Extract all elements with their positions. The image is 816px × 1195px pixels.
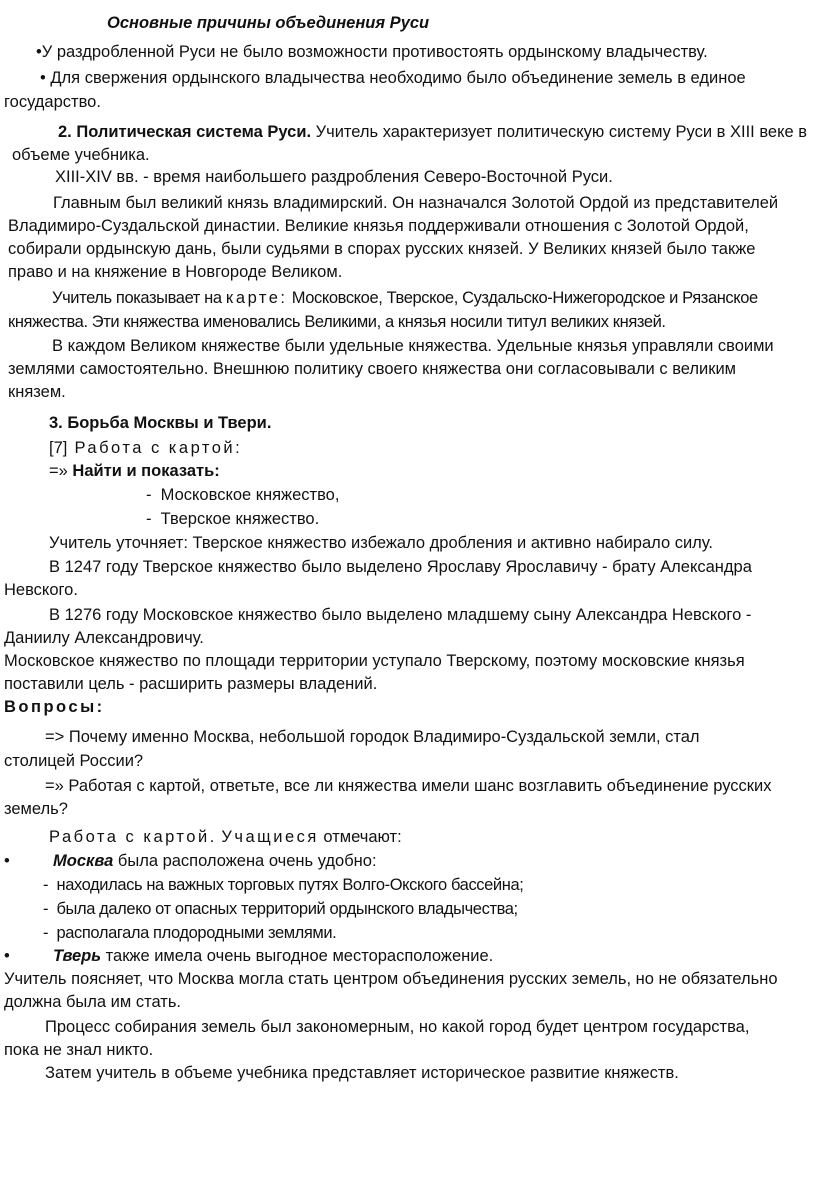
map-show-line-2: княжества. Эти княжества именовались Великими, а князья носили титул великих князей. <box>8 313 666 331</box>
p1276-line-2: Даниилу Александровичу. <box>4 629 204 647</box>
questions-heading: Вопросы: <box>4 698 105 716</box>
appanage-line-1: В каждом Великом княжестве были удельные княжества. Удельные князья управляли своими <box>52 337 774 355</box>
area-line-2: поставили цель - расширить размеры владений. <box>4 675 378 693</box>
grand-prince-line-2: Владимиро-Суздальской династии. Великие князья поддерживали отношения с Золотой Ордой, <box>8 217 749 235</box>
section2-period: XIII-XIV вв. - время наибольшего раздробления Северо-Восточной Руси. <box>55 168 613 186</box>
p1247-line-1: В 1247 году Тверское княжество было выделено Ярославу Ярославичу - брату Александра <box>49 558 752 576</box>
appanage-line-2: землями самостоятельно. Внешнюю политику своего княжества они согласовывали с великим <box>8 360 737 378</box>
grand-prince-line-1: Главным был великий князь владимирский. Он назначался Золотой Ордой из представителей <box>53 194 779 212</box>
moscow-point-3: - располагала плодородными землями. <box>43 924 337 942</box>
explain-line-2: должна была им стать. <box>4 993 181 1011</box>
question-2-line-2: земель? <box>4 800 68 818</box>
bullet: • <box>40 69 46 87</box>
reason-item-2-cont: государство. <box>4 93 101 111</box>
question-2-line-1: =» Работая с картой, ответьте, все ли княжества имели шанс возглавить объединение русских <box>45 777 772 795</box>
section3-heading: 3. Борьба Москвы и Твери. <box>49 414 272 432</box>
find-item-tver: - Тверское княжество. <box>146 510 320 528</box>
section2-intro: 2. Политическая система Руси. Учитель характеризует политическую систему Руси в XIII веке в <box>58 123 808 141</box>
explain-line-1: Учитель поясняет, что Москва могла стать центром объединения русских земель, но не обязательно <box>4 970 778 988</box>
grand-prince-line-3: собирали ордынскую дань, были судьями в спорах русских князей. У Великих князей было также <box>8 240 756 258</box>
bullet: • <box>36 43 42 61</box>
area-line-1: Московское княжество по площади территории уступало Тверскому, поэтому московские князья <box>4 652 745 670</box>
process-line-2: пока не знал никто. <box>4 1041 154 1059</box>
p1276-line-1: В 1276 году Московское княжество было выделено младшему сыну Александра Невского - <box>49 606 752 624</box>
moscow-point-2: - была далеко от опасных территорий ордынского владычества; <box>43 900 518 918</box>
map-show-line-1: Учитель показывает на карте: Московское, Тверское, Суздальско-Нижегородское и Рязанское <box>52 289 758 307</box>
reason-item-1: •У раздробленной Руси не было возможности противостоять ордынскому владычеству. <box>36 43 708 61</box>
find-item-moscow: - Московское княжество, <box>146 486 340 504</box>
appanage-line-3: князем. <box>8 383 66 401</box>
bullet: • <box>4 852 10 870</box>
document-title: Основные причины объединения Руси <box>107 14 430 32</box>
task-map-work: [7] Работа с картой: <box>49 439 243 457</box>
question-1-line-2: столицей России? <box>4 752 144 770</box>
section2-intro-cont: объеме учебника. <box>12 146 150 164</box>
reason-item-2: • Для свержения ордынского владычества необходимо было объединение земель в единое <box>40 69 746 87</box>
bullet: • <box>4 947 10 965</box>
process-line-1: Процесс собирания земель был закономерным, но какой город будет центром государства, <box>45 1018 750 1036</box>
section2-heading: 2. Политическая система Руси. <box>58 123 312 141</box>
find-and-show: =» Найти и показать: <box>49 462 220 480</box>
p1247-line-2: Невского. <box>4 581 78 599</box>
moscow-point-1: - находилась на важных торговых путях Волго-Окского бассейна; <box>43 876 524 894</box>
map-work-students: Работа с картой. Учащиеся отмечают: <box>49 828 402 846</box>
final-line: Затем учитель в объеме учебника представляет историческое развитие княжеств. <box>45 1064 679 1082</box>
tver-bullet: • Тверь также имела очень выгодное месторасположение. <box>4 945 493 969</box>
question-1-line-1: => Почему именно Москва, небольшой городок Владимиро-Суздальской земли, стал <box>45 728 700 746</box>
moscow-bullet: • Москва была расположена очень удобно: <box>4 850 377 874</box>
grand-prince-line-4: право и на княжение в Новгороде Великом. <box>8 263 343 281</box>
teacher-clarifies: Учитель уточняет: Тверское княжество избежало дробления и активно набирало силу. <box>49 534 713 552</box>
